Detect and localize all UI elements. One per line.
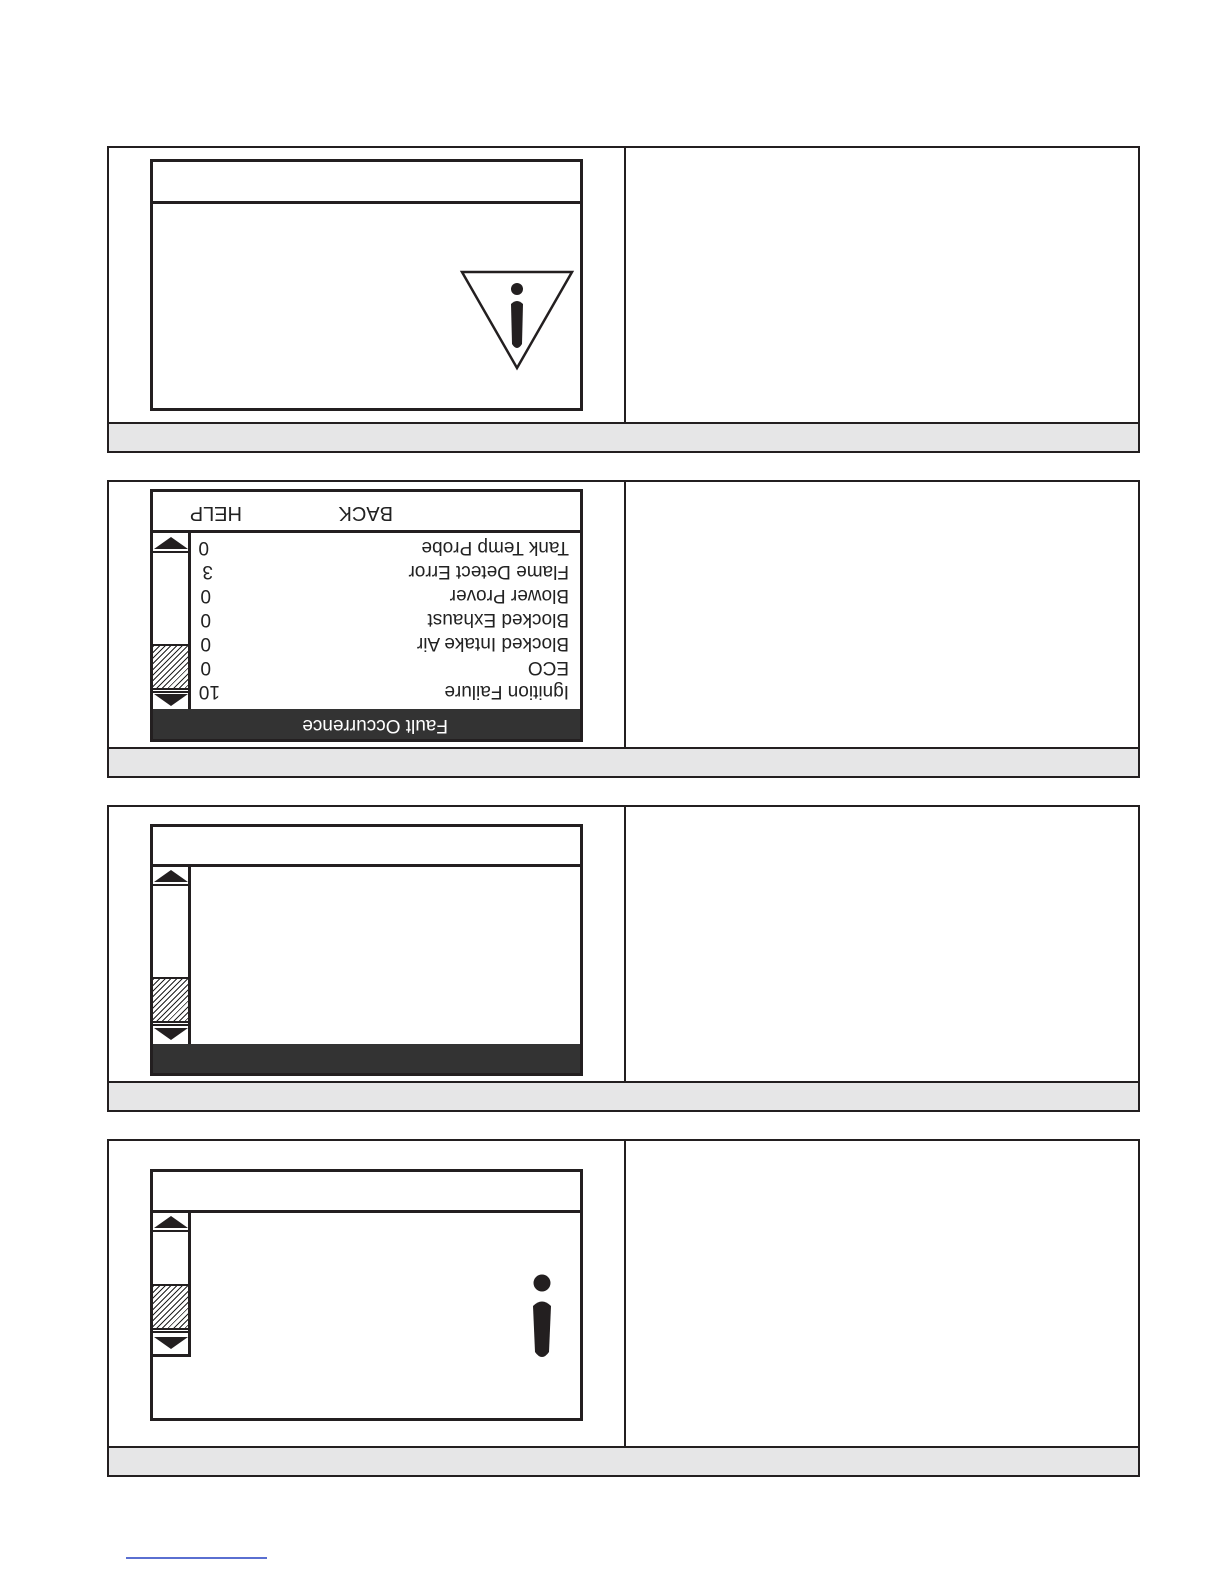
scroll-thumb[interactable]: [153, 977, 188, 1023]
fault-name: Ignition Failure: [444, 681, 569, 702]
fault-name: Tank Temp Probe: [421, 537, 569, 558]
fault-name: ECO: [527, 657, 569, 678]
fault-count: 3: [202, 561, 213, 582]
scroll-separator: [153, 551, 188, 553]
scroll-separator: [153, 1230, 188, 1232]
scrollbar[interactable]: [153, 867, 191, 1044]
fault-name: Flame Detect Error: [408, 561, 569, 582]
screen-title: Fault Occurrence: [302, 715, 448, 736]
display-screen-3: [150, 824, 583, 1076]
fault-count: 0: [200, 585, 211, 606]
screen-header-line: [153, 864, 580, 867]
panel-divider: [624, 807, 626, 1110]
fault-name: Blocked Intake Air: [416, 633, 569, 654]
scroll-down-arrow-icon[interactable]: [154, 694, 188, 706]
fault-name: Blocked Exhaust: [427, 609, 569, 630]
panel-3: [107, 805, 1140, 1112]
fault-count: 0: [200, 609, 211, 630]
scroll-separator: [153, 691, 188, 693]
panel-footer: [109, 1446, 1138, 1475]
panel-4: [107, 1139, 1140, 1477]
scrollbar[interactable]: [153, 1213, 191, 1357]
panel-footer: [109, 1081, 1138, 1110]
softkey-bar-line: [153, 530, 580, 533]
panel-divider: [624, 148, 626, 451]
display-screen-1: [150, 159, 583, 411]
panel-1: [107, 146, 1140, 453]
panel-divider: [624, 482, 626, 776]
fault-name: Blower Prover: [449, 585, 569, 606]
screen-header-line: [153, 201, 580, 204]
back-softkey[interactable]: BACK: [338, 502, 393, 524]
panel-footer: [109, 422, 1138, 451]
panel-2: [107, 480, 1140, 778]
fault-count: 0: [200, 633, 211, 654]
link-underline[interactable]: [126, 1557, 267, 1559]
panel-footer: [109, 747, 1138, 776]
scroll-down-arrow-icon[interactable]: [154, 1028, 188, 1040]
fault-count: 10: [198, 681, 220, 702]
scroll-up-arrow-icon[interactable]: [154, 537, 188, 549]
scroll-separator: [153, 884, 188, 886]
scrollbar[interactable]: [153, 533, 191, 709]
scroll-up-arrow-icon[interactable]: [154, 870, 188, 882]
info-icon: [528, 1272, 556, 1362]
scroll-thumb[interactable]: [153, 644, 188, 690]
fault-count: 0: [200, 657, 211, 678]
screen-header-line: [153, 1210, 580, 1213]
info-warning-triangle-icon: [459, 268, 575, 372]
fault-count: 0: [198, 537, 209, 558]
bottom-bar: [153, 1044, 580, 1076]
help-softkey[interactable]: HELP: [189, 502, 242, 524]
scroll-separator: [153, 1331, 188, 1333]
scroll-up-arrow-icon[interactable]: [154, 1216, 188, 1228]
scroll-down-arrow-icon[interactable]: [154, 1337, 188, 1349]
display-screen-4: [150, 1169, 583, 1421]
panel-divider: [624, 1141, 626, 1475]
scroll-thumb[interactable]: [153, 1284, 188, 1330]
fault-occurrence-screen: [150, 489, 583, 742]
scroll-separator: [153, 1024, 188, 1026]
